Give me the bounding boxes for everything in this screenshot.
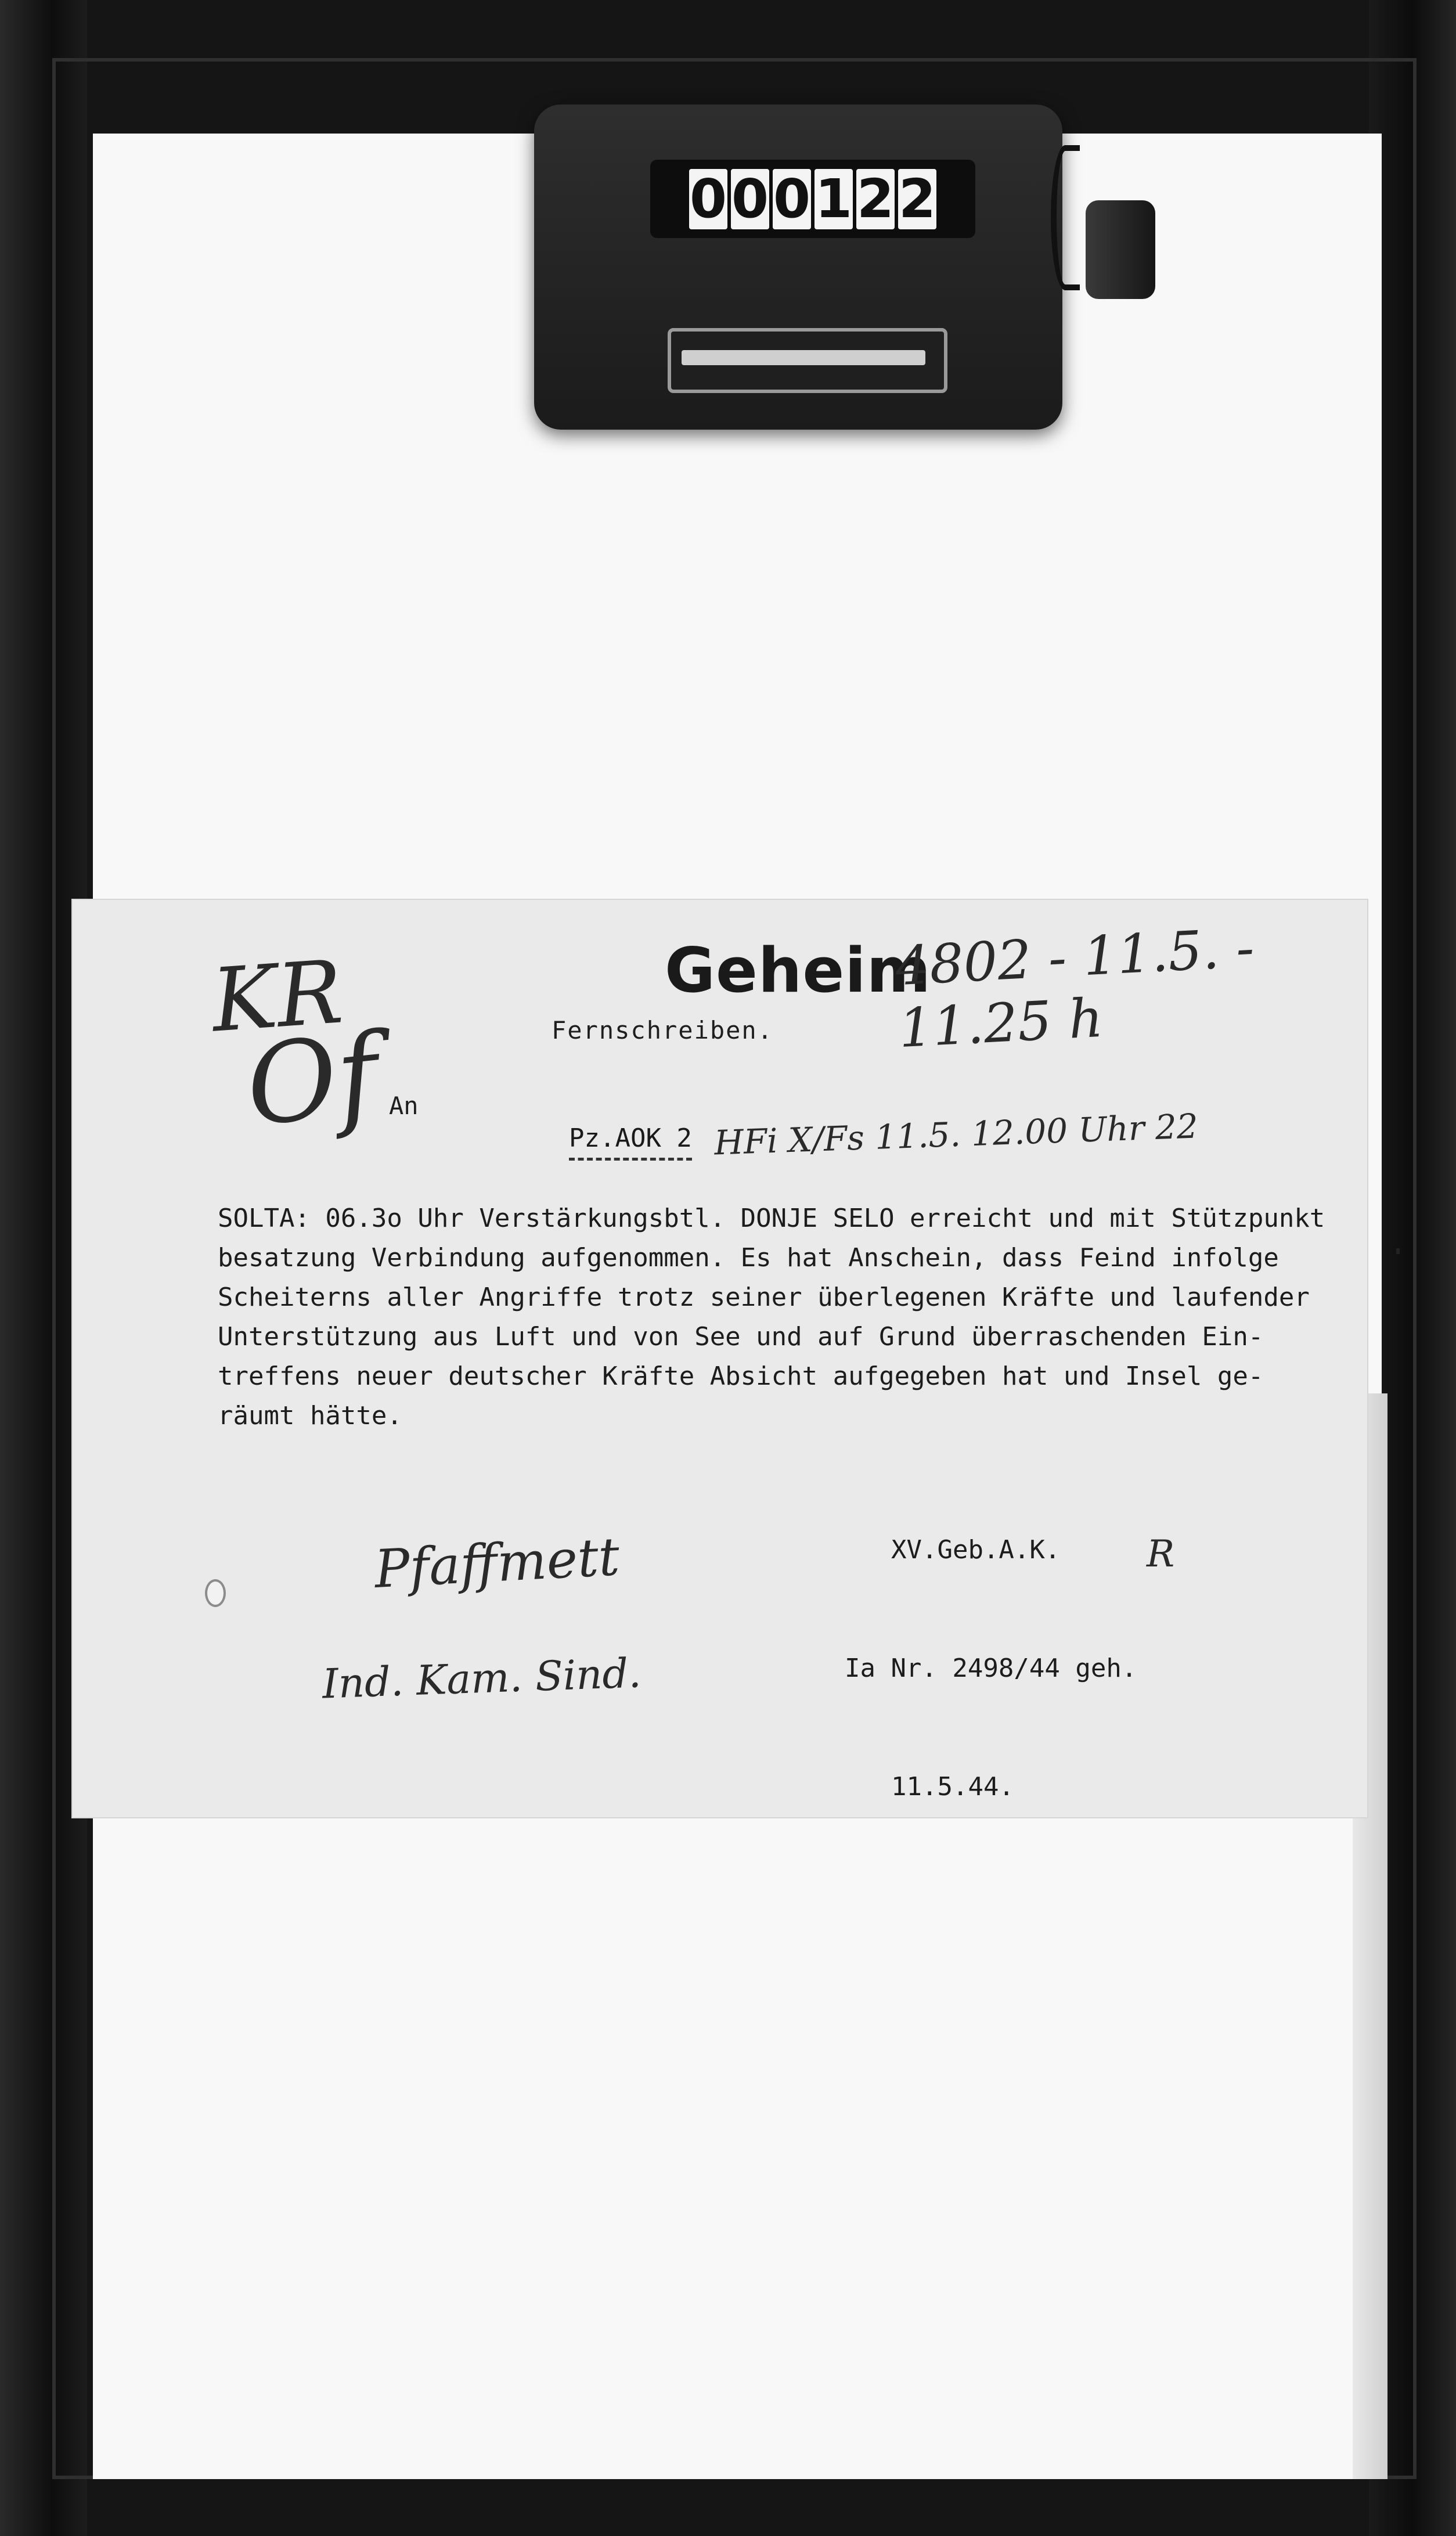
counter-reset-knob (1086, 200, 1155, 299)
sender-unit: XV.Geb.A.K. (891, 1535, 1061, 1565)
telex-document (73, 900, 1367, 1817)
handwritten-signature: Pfaffmett (373, 1526, 621, 1600)
body-line: SOLTA: 06.3o Uhr Verstärkungsbtl. DONJE SELO erreicht und mit Stützpunkt (218, 1204, 1325, 1233)
body-line: besatzung Verbindung aufgenommen. Es hat Anschein, dass Feind infolge (218, 1243, 1279, 1273)
counter-label-strip (682, 350, 925, 365)
handwritten-initial: Of (240, 1009, 385, 1151)
frame-counter (534, 93, 1068, 435)
classification-stamp: Geheim (665, 935, 932, 1006)
handwritten-kr-mark: KR (208, 942, 346, 1052)
counter-digit: 0 (731, 167, 769, 230)
message-body (218, 1199, 1367, 1436)
counter-digit: 0 (689, 167, 727, 230)
stray-mark (1396, 1248, 1400, 1254)
recipient: Pz.AOK 2 (569, 1123, 692, 1161)
handwritten-note: Ind. Kam. Sind. (321, 1649, 642, 1708)
counter-display (650, 160, 975, 238)
counter-cord (1051, 145, 1080, 290)
body-line: Unterstützung aus Luft und von See und auf Grund überraschenden Ein- (218, 1322, 1264, 1352)
to-label: An (389, 1092, 419, 1120)
counter-body (534, 105, 1062, 430)
handwritten-reference: 4802 - 11.5. - 11.25 h (893, 916, 1256, 1060)
body-line: Scheiterns aller Angriffe trotz seiner überlegenen Kräfte und laufender (218, 1283, 1310, 1312)
sender-file-number: Ia Nr. 2498/44 geh. (845, 1654, 1137, 1683)
handwritten-paraph: R (1147, 1533, 1175, 1576)
sender-date: 11.5.44. (891, 1772, 1014, 1802)
counter-label-slot (668, 328, 947, 393)
document-type: Fernschreiben. (552, 1016, 774, 1044)
counter-digit: 2 (856, 167, 894, 230)
counter-digit: 2 (898, 167, 936, 230)
body-line: treffens neuer deutscher Kräfte Absicht aufgegeben hat und Insel ge- (218, 1361, 1264, 1391)
sender-block (845, 1451, 1137, 1886)
punch-hole (205, 1579, 226, 1607)
counter-digit: 1 (815, 167, 852, 230)
counter-digit: 0 (773, 167, 810, 230)
handwritten-routing-note: HFi X/Fs 11.5. 12.00 Uhr 22 (713, 1106, 1199, 1163)
body-line: räumt hätte. (218, 1401, 402, 1431)
